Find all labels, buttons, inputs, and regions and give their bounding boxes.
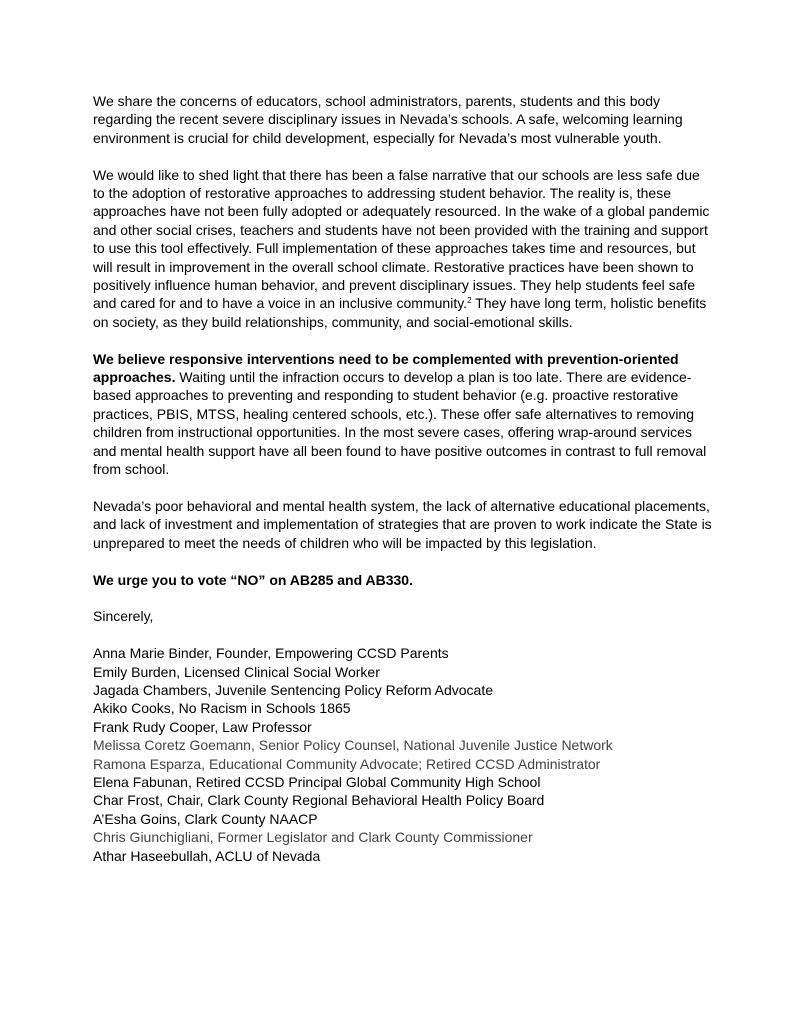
paragraph-false-narrative-tail: They have long term, holistic benefits on society, as they build relationships, community, and social-emotional skills. bbox=[93, 295, 707, 330]
paragraph-concerns: We share the concerns of educators, school administrators, parents, students and this body regarding the recent severe disciplinary issues in Nevada’s schools. A safe, welcoming learning environment is crucial for child development, especially for Nevada’s most vulnerable youth. bbox=[93, 93, 683, 146]
paragraph-prevention-bold: We believe responsive interventions need to be complemented with prevention-oriented approaches. bbox=[93, 350, 679, 386]
signatory: A’Esha Goins, Clark County NAACP bbox=[93, 810, 318, 827]
signatory: Ramona Esparza, Educational Community Advocate; Retired CCSD Administrator bbox=[93, 755, 601, 772]
signatory: Chris Giunchigliani, Former Legislator and Clark County Commissioner bbox=[93, 829, 533, 846]
signatory: Anna Marie Binder, Founder, Empowering CCSD Parents bbox=[93, 645, 449, 662]
signatory: Melissa Coretz Goemann, Senior Policy Counsel, National Juvenile Justice Network bbox=[93, 737, 613, 754]
closing-salutation: Sincerely, bbox=[93, 608, 154, 625]
paragraph-false-narrative bbox=[93, 166, 713, 332]
letter-body bbox=[93, 92, 713, 865]
signatory: Jagada Chambers, Juvenile Sentencing Policy Reform Advocate bbox=[93, 681, 493, 698]
paragraph-prevention-rest: Waiting until the infraction occurs to develop a plan is too late. There are evidence-based approaches to preventing and responding to student behavior (e.g. proactive restorative practices, PBIS, MTSS, healing centered schools, etc.). These offer safe alternatives to removing children from instructional opportunities. In the most severe cases, offering wrap-around services and mental health support have all been found to have positive outcomes in contrast to full removal from school. bbox=[93, 369, 707, 478]
signatory: Akiko Cooks, No Racism in Schools 1865 bbox=[93, 700, 351, 717]
signatory: Elena Fabunan, Retired CCSD Principal Global Community High School bbox=[93, 773, 541, 790]
paragraph-prevention bbox=[93, 350, 713, 479]
signatory-list bbox=[93, 644, 713, 865]
paragraph-false-narrative-main: We would like to shed light that there has been a false narrative that our schools are less safe due to the adoption of restorative approaches to addressing student behavior. The reality is, these approaches have not been fully adopted or adequately resourced. In the wake of a global pandemic and other social crises, teachers and students have not been provided with the training and support to use this tool effectively. Full implementation of these approaches takes time and resources, but will result in improvement in the overall school climate. Restorative practices have been shown to positively influence human behavior, and prevent disciplinary issues. They help students feel safe and cared for and to have a voice in an inclusive community. bbox=[93, 166, 710, 312]
paragraph-vote-no: We urge you to vote “NO” on AB285 and AB330. bbox=[93, 571, 413, 588]
footnote-marker: 2 bbox=[467, 296, 472, 306]
signatory: Frank Rudy Cooper, Law Professor bbox=[93, 718, 312, 735]
paragraph-nevada-system: Nevada’s poor behavioral and mental health system, the lack of alternative educational placements, and lack of investment and implementation of strategies that are proven to work indicate the State is unprepared to meet the needs of children who will be impacted by this legislation. bbox=[93, 497, 712, 551]
signatory: Emily Burden, Licensed Clinical Social Worker bbox=[93, 663, 380, 680]
signatory: Athar Haseebullah, ACLU of Nevada bbox=[93, 847, 321, 864]
signatory: Char Frost, Chair, Clark County Regional Behavioral Health Policy Board bbox=[93, 792, 545, 809]
